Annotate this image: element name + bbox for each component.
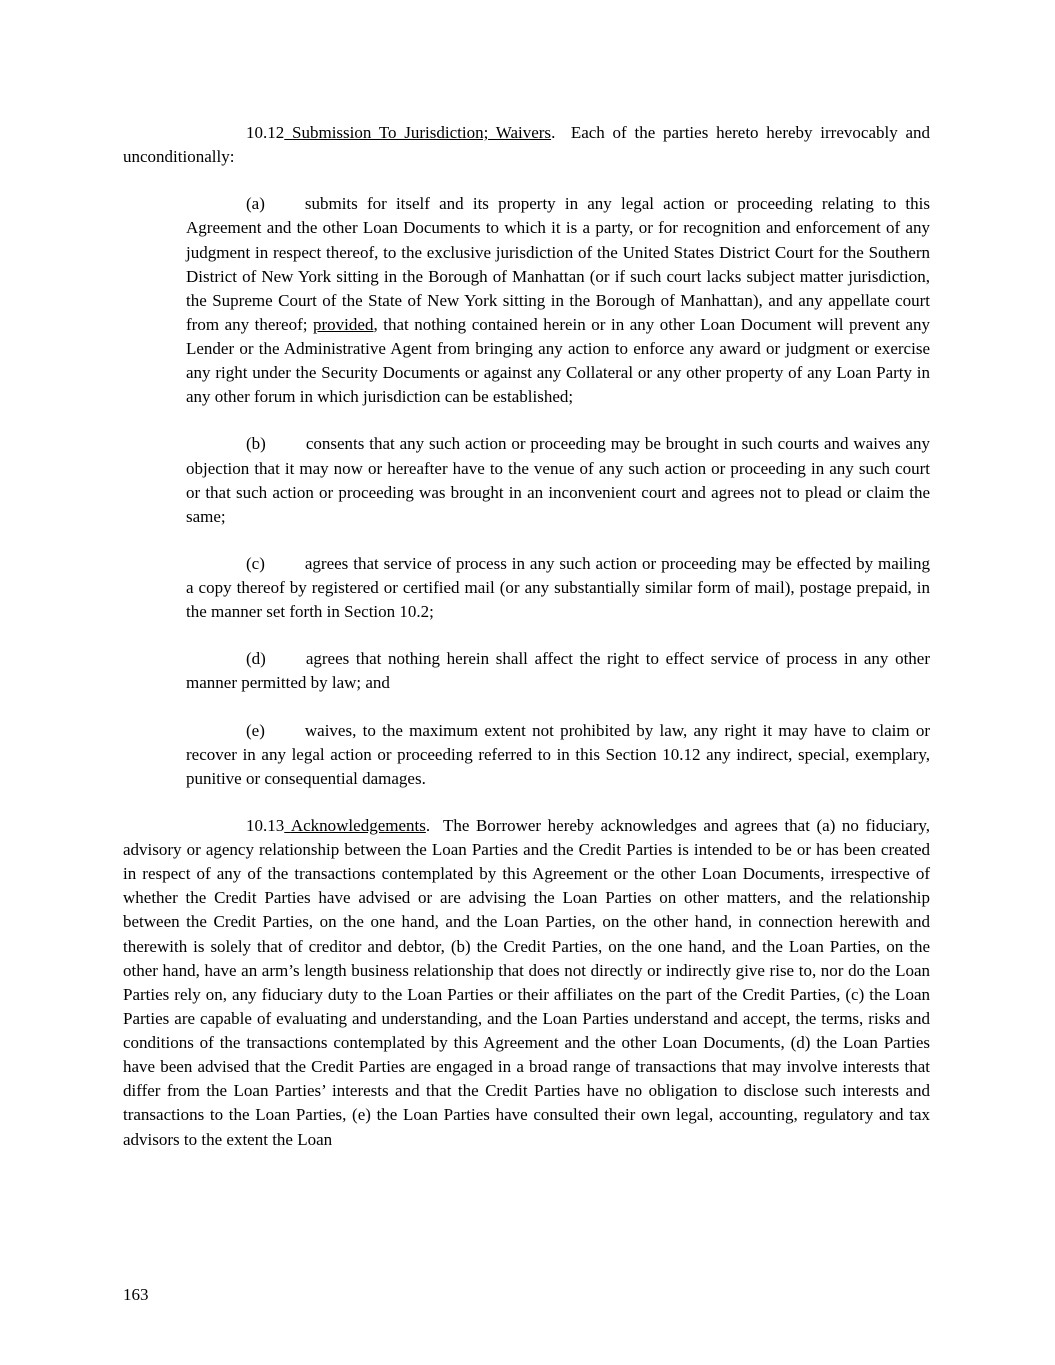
list-item-d	[186, 647, 930, 695]
list-item-b	[186, 432, 930, 529]
section-10-13-number: 10.13	[246, 815, 285, 835]
item-c-label: (c)	[246, 553, 265, 573]
item-e-label: (e)	[246, 720, 265, 740]
item-e-text: waives, to the maximum extent not prohibited by law, any right it may have to claim or recover in any legal action or proceeding referred to in this Section 10.12 any indirect, special, exemplary, punitive or consequential damages.	[186, 720, 930, 788]
section-10-12-title-underline	[284, 123, 551, 142]
item-d-text: agrees that nothing herein shall affect the right to effect service of process in any other manner permitted by law; and	[186, 649, 930, 693]
footer-page-number: 163	[123, 1284, 149, 1304]
list-item-c	[186, 552, 930, 624]
item-a-underlined-word: provided	[313, 314, 374, 334]
section-10-13-title-underline	[284, 816, 426, 835]
section-10-13-paragraph	[123, 814, 930, 1152]
section-10-13-title-period: .	[425, 815, 431, 835]
item-b-text: consents that any such action or proceeding may be brought in such courts and waives any objection that it may now or hereafter have to the venue of any such action or proceeding in any such court or that such action or proceeding was brought in an inconvenient court and agrees not to plead or claim the same;	[186, 434, 930, 526]
section-10-13-title: Acknowledgements	[290, 815, 426, 835]
section-10-12-title: Submission To Jurisdiction; Waivers	[292, 123, 552, 142]
item-a-label: (a)	[246, 194, 265, 214]
item-c-text: agrees that service of process in any such action or proceeding may be effected by mailing a copy thereof by registered or certified mail (or any substantially similar form of mail), postage prepaid, in the manner set forth in Section 10.2;	[186, 553, 930, 622]
section-10-13-body: The Borrower hereby acknowledges and agrees that (a) no fiduciary, advisory or agency relationship between the Loan Parties and the Credit Parties is intended to be or has been created in respect of any of the transactions contemplated by this Agreement or the other Loan Documents, irrespective of whether the Credit Parties have advised or are advising the Loan Parties on other matters, and the relationship between the Credit Parties, on the one hand, and the Loan Parties, on the other hand, in connection herewith and therewith is solely that of creditor and debtor, (b) the Credit Parties, on the one hand, and the Loan Parties, on the other hand, have an arm’s length business relationship that does not directly or indirectly give rise to, nor do the Loan Parties rely on, any fiduciary duty to the Loan Parties or their affiliates on the part of the Credit Parties, (c) the Loan Parties are capable of evaluating and understanding, and the Loan Parties understand and accept, the terms, risks and conditions of the transactions contemplated by this Agreement and the other Loan Documents, (d) the Loan Parties have been advised that the Credit Parties are engaged in a broad range of transactions that may involve interests that differ from the Loan Parties’ interests and that the Credit Parties have no obligation to disclose such interests and transactions to the Loan Parties, (e) the Loan Parties have consulted their own legal, accounting, regulatory and tax advisors to the extent the Loan	[123, 815, 931, 1149]
item-b-label: (b)	[246, 434, 266, 454]
item-d-label: (d)	[246, 649, 266, 669]
section-10-12-title-period: .	[551, 123, 556, 142]
list-item-a	[186, 192, 930, 409]
section-10-12-heading	[123, 121, 930, 169]
item-a-text-after: , that nothing contained herein or in any other Loan Document will prevent any Lender or the Administrative Agent from bringing any action to enforce any award or judgment or exercise any right under the Security Documents or against any Collateral or any other property of any Loan Party in any other forum in which jurisdiction can be established;	[186, 314, 930, 407]
section-10-12-number: 10.12	[246, 123, 285, 142]
list-item-e	[186, 719, 930, 791]
section-10-12-intro: Each of the parties hereto hereby irrevocably and unconditionally:	[123, 123, 931, 167]
item-a-text-before: submits for itself and its property in any legal action or proceeding relating to this Agreement and the other Loan Documents to which it is a party, or for recognition and enforcement of any judgment in respect thereof, to the exclusive jurisdiction of the United States District Court for the Southern District of New York sitting in the Borough of Manhattan (or if such court lacks subject matter jurisdiction, the Supreme Court of the State of New York sitting in the Borough of Manhattan), and any appellate court from any thereof;	[186, 194, 930, 334]
